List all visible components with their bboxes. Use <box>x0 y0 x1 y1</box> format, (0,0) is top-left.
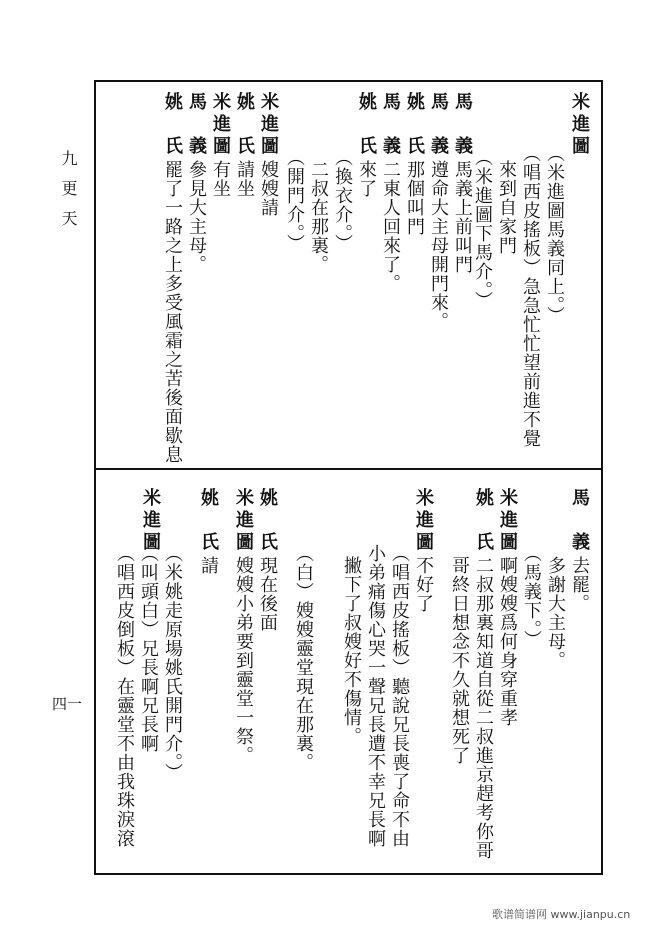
script-line: 來到自家門 <box>496 160 517 255</box>
speaker-label: 馬 義 <box>428 92 449 158</box>
script-line: 二東人回來了。 <box>380 160 401 293</box>
script-line: （換衣介。） <box>332 148 353 253</box>
script-line: 遵命大主母開門來。 <box>428 160 449 331</box>
section-divider <box>94 468 603 470</box>
script-line: 啊嫂嫂爲何身穿重孝 <box>497 556 518 727</box>
speaker-label: 米進圖 <box>140 488 161 554</box>
script-line: 請 <box>198 556 219 575</box>
script-line: 現在後面 <box>257 556 278 632</box>
speaker-label: 姚 氏 <box>198 488 219 554</box>
script-line: （開門介。） <box>284 148 305 253</box>
script-line: （唱西皮倒板）在靈堂不由我珠淚滾 <box>114 544 135 848</box>
script-line: 有坐 <box>210 160 231 198</box>
page-number: 四一 <box>52 695 83 713</box>
script-line: 嫂嫂請 <box>258 160 279 217</box>
script-line: （米進圖下馬介。） <box>472 148 493 310</box>
speaker-label: 姚 氏 <box>473 488 494 554</box>
speaker-label: 馬 義 <box>380 92 401 158</box>
script-line: 來了 <box>356 160 377 198</box>
script-line: 多謝大主母。 <box>545 556 566 670</box>
speaker-label: 姚 氏 <box>162 92 183 158</box>
script-line: （唱西皮搖板）急急忙忙望前進不覺 <box>520 144 541 448</box>
script-line: 請坐 <box>234 160 255 198</box>
script-line: （唱西皮搖板）聽說兄長喪了命不由 <box>389 544 410 848</box>
script-line: 撇下了叔嫂好不傷情。 <box>341 556 362 746</box>
script-line: 不好了 <box>413 556 434 613</box>
speaker-label: 姚 氏 <box>404 92 425 158</box>
speaker-label: 米進圖 <box>210 92 231 158</box>
speaker-label: 米進圖 <box>569 92 590 158</box>
script-line: 馬義上前叫門 <box>452 160 473 274</box>
script-line: 二叔那裏知道自從二叔進京趕考你哥 <box>473 556 494 860</box>
script-line: （叫頭白）兄長啊兄長啊 <box>138 544 159 753</box>
speaker-label: 姚 氏 <box>257 488 278 554</box>
script-line: 小弟痛傷心哭一聲兄長遭不幸兄長啊 <box>365 544 386 848</box>
script-line: （米姚走原場姚氏開門介。） <box>162 544 183 782</box>
script-line: 哥終日想念不久就想死了 <box>449 556 470 765</box>
script-line: 罷了一路之上多受風霜之苦後面歇息 <box>162 160 183 464</box>
running-title: 九更天 <box>59 150 78 240</box>
speaker-label: 姚 氏 <box>234 92 255 158</box>
script-line: 二叔在那裏。 <box>308 160 329 274</box>
script-line: 參見大主母。 <box>186 160 207 274</box>
script-line: 去罷。 <box>569 556 590 613</box>
speaker-label: 馬 義 <box>569 488 590 554</box>
script-line: 那個叫門 <box>404 160 425 236</box>
speaker-label: 米進圖 <box>497 488 518 554</box>
speaker-label: 馬 義 <box>452 92 473 158</box>
speaker-label: 馬 義 <box>186 92 207 158</box>
speaker-label: 米進圖 <box>233 488 254 554</box>
speaker-label: 米進圖 <box>258 92 279 158</box>
script-line: 嫂嫂小弟要到靈堂一祭。 <box>233 556 254 765</box>
script-line: （米進圖馬義同上。） <box>544 144 565 325</box>
watermark-text: 歌谱简谱网 www.jianpu.cn <box>492 908 631 921</box>
speaker-label: 米進圖 <box>413 488 434 554</box>
script-line: （白）嫂嫂靈堂現在那裏。 <box>293 544 314 772</box>
script-line: （馬義下。） <box>521 544 542 649</box>
speaker-label: 姚 氏 <box>356 92 377 158</box>
